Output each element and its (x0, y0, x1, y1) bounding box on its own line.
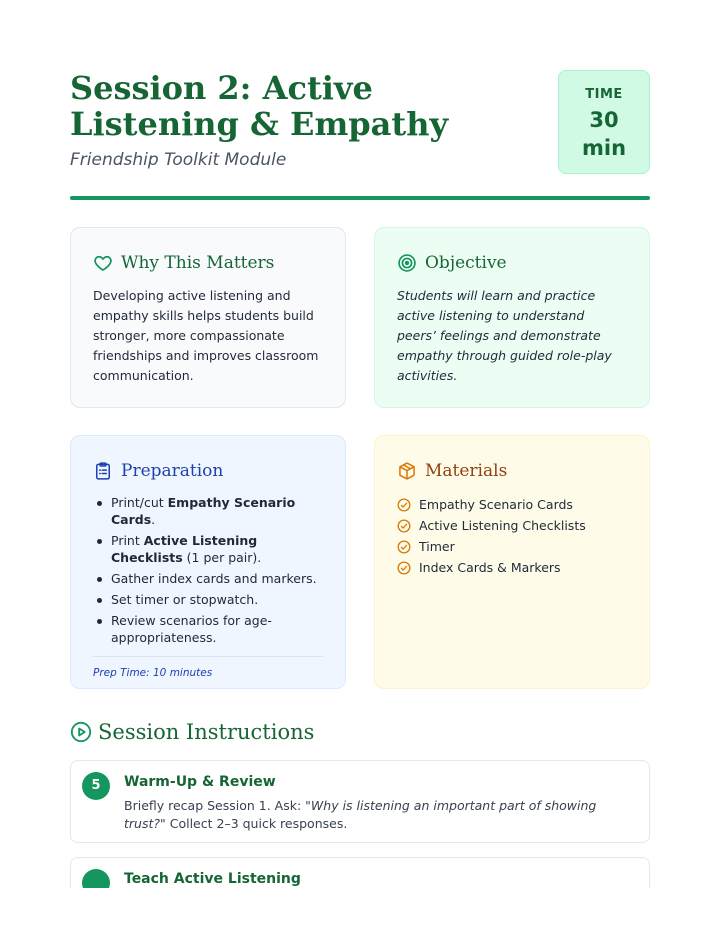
header-divider (70, 196, 650, 200)
why-card (70, 227, 346, 408)
check-circle-icon (397, 498, 411, 512)
time-unit: min (581, 136, 627, 160)
page-cutoff (0, 888, 720, 932)
check-circle-icon (397, 519, 411, 533)
material-item: Timer (397, 536, 627, 557)
preparation-card-title: Preparation (121, 461, 224, 481)
preparation-divider (93, 656, 323, 657)
prep-time: Prep Time: 10 minutes (93, 667, 213, 679)
material-item: Active Listening Checklists (397, 515, 627, 536)
page-subtitle: Friendship Toolkit Module (70, 150, 287, 170)
target-icon (397, 253, 417, 273)
check-circle-icon (397, 540, 411, 554)
objective-card-header (397, 250, 627, 276)
materials-card-header (397, 458, 627, 484)
material-item: Index Cards & Markers (397, 557, 627, 578)
session-instructions-title: Session Instructions (98, 720, 315, 744)
time-label: TIME (585, 87, 623, 102)
materials-card-title: Materials (425, 461, 508, 481)
why-card-text: Developing active listening and empathy skills helps students build stronger, more compassionate friendships and improves classroom communication. (93, 288, 319, 383)
page-header (70, 70, 650, 176)
heart-icon (93, 253, 113, 273)
page-title: Session 2: Active Listening & Empathy (70, 69, 449, 143)
preparation-list (93, 494, 323, 646)
clipboard-list-icon (93, 461, 113, 481)
materials-card (374, 435, 650, 689)
objective-card-text: Students will learn and practice active listening to understand peers’ feelings and demonstrate empathy through guided role-play activities. (397, 288, 612, 383)
objective-card (374, 227, 650, 408)
objective-card-title: Objective (425, 253, 507, 273)
preparation-item: Print Active Listening Checklists (1 per pair). (93, 532, 323, 566)
step-title: Warm-Up & Review (124, 774, 276, 790)
preparation-card-header (93, 458, 323, 484)
preparation-item: Set timer or stopwatch. (93, 591, 323, 608)
step-number-badge: 5 (82, 772, 110, 800)
package-box-icon (397, 461, 417, 481)
preparation-item: Print/cut Empathy Scenario Cards. (93, 494, 323, 528)
preparation-item: Review scenarios for age-appropriateness. (93, 612, 323, 646)
material-item: Empathy Scenario Cards (397, 494, 627, 515)
step-description: Briefly recap Session 1. Ask: "Why is listening an important part of showing trust?" Collect 2–3 quick responses. (124, 798, 597, 831)
time-value: 30 (589, 108, 619, 132)
why-card-header (93, 250, 323, 276)
session-instructions-header (70, 718, 314, 746)
preparation-item: Gather index cards and markers. (93, 570, 323, 587)
check-circle-icon (397, 561, 411, 575)
step-title: Teach Active Listening (124, 871, 301, 887)
time-badge (558, 70, 650, 174)
play-circle-icon (70, 721, 92, 743)
instruction-step (70, 760, 650, 843)
why-card-title: Why This Matters (121, 253, 275, 273)
preparation-card (70, 435, 346, 689)
materials-list (397, 494, 627, 578)
